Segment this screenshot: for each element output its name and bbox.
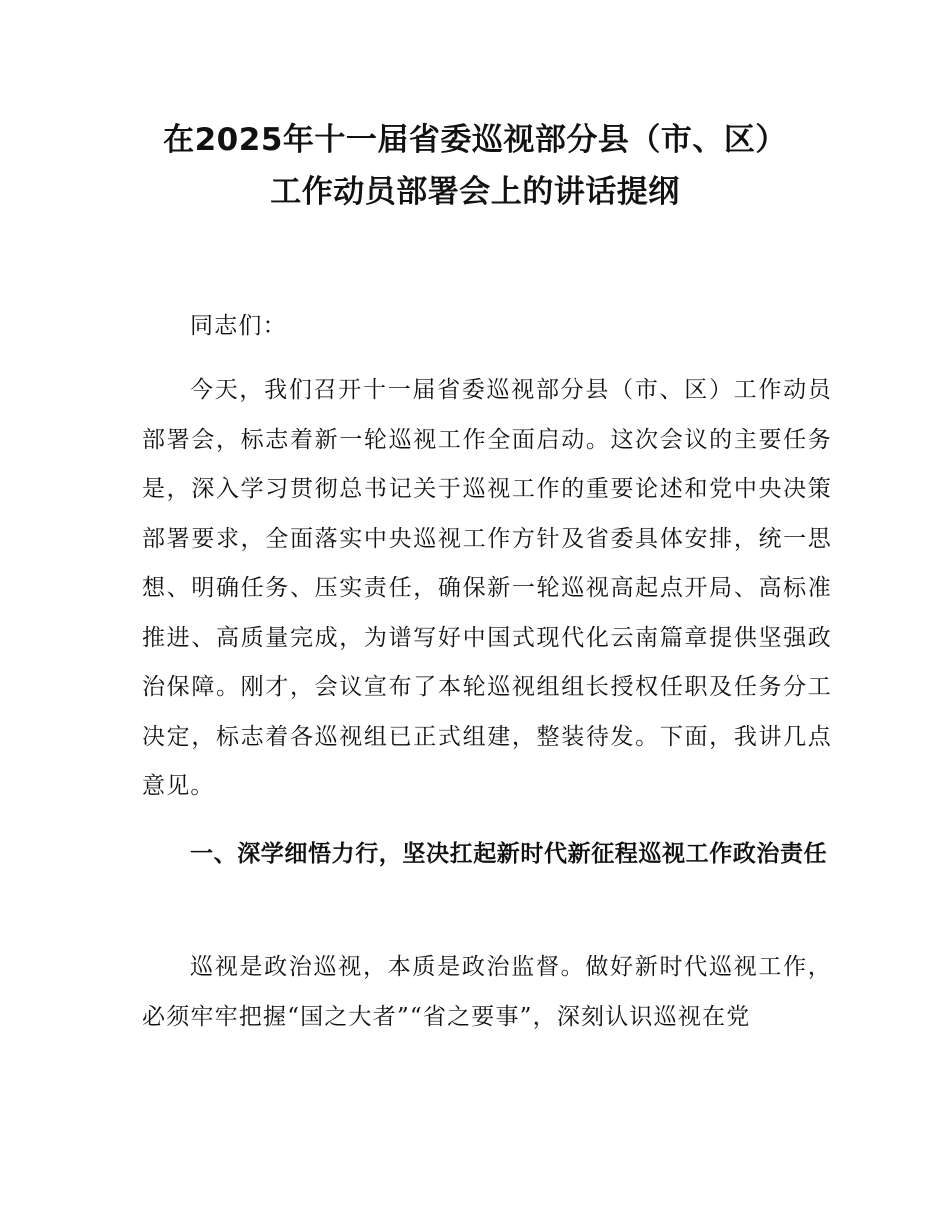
document-title-line-1: 在2025年十一届省委巡视部分县（市、区） <box>163 122 787 158</box>
section-heading-1: 一、深学细悟力行，坚决扛起新时代新征程巡视工作政治责任 <box>190 841 828 867</box>
document-title-line-2: 工作动员部署会上的讲话提纲 <box>270 174 680 210</box>
paragraph-section-1: 巡视是政治巡视，本质是政治监督。做好新时代巡视工作，必须牢牢把握“国之大者”“省之要事”，深刻认识巡视在党 <box>142 954 832 1030</box>
greeting: 同志们： <box>190 313 287 339</box>
paragraph-intro: 今天，我们召开十一届省委巡视部分县（市、区）工作动员部署会，标志着新一轮巡视工作全面启动。这次会议的主要任务是，深入学习贯彻总书记关于巡视工作的重要论述和党中央决策部署要求，全面落实中央巡视工作方针及省委具体安排，统一思想、明确任务、压实责任，确保新一轮巡视高起点开局、高标准推进、高质量完成，为谱写好中国式现代化云南篇章提供坚强政治保障。刚才，会议宣布了本轮巡视组组长授权任职及任务分工决定，标志着各巡视组已正式组建，整装待发。下面，我讲几点意见。 <box>142 377 832 799</box>
